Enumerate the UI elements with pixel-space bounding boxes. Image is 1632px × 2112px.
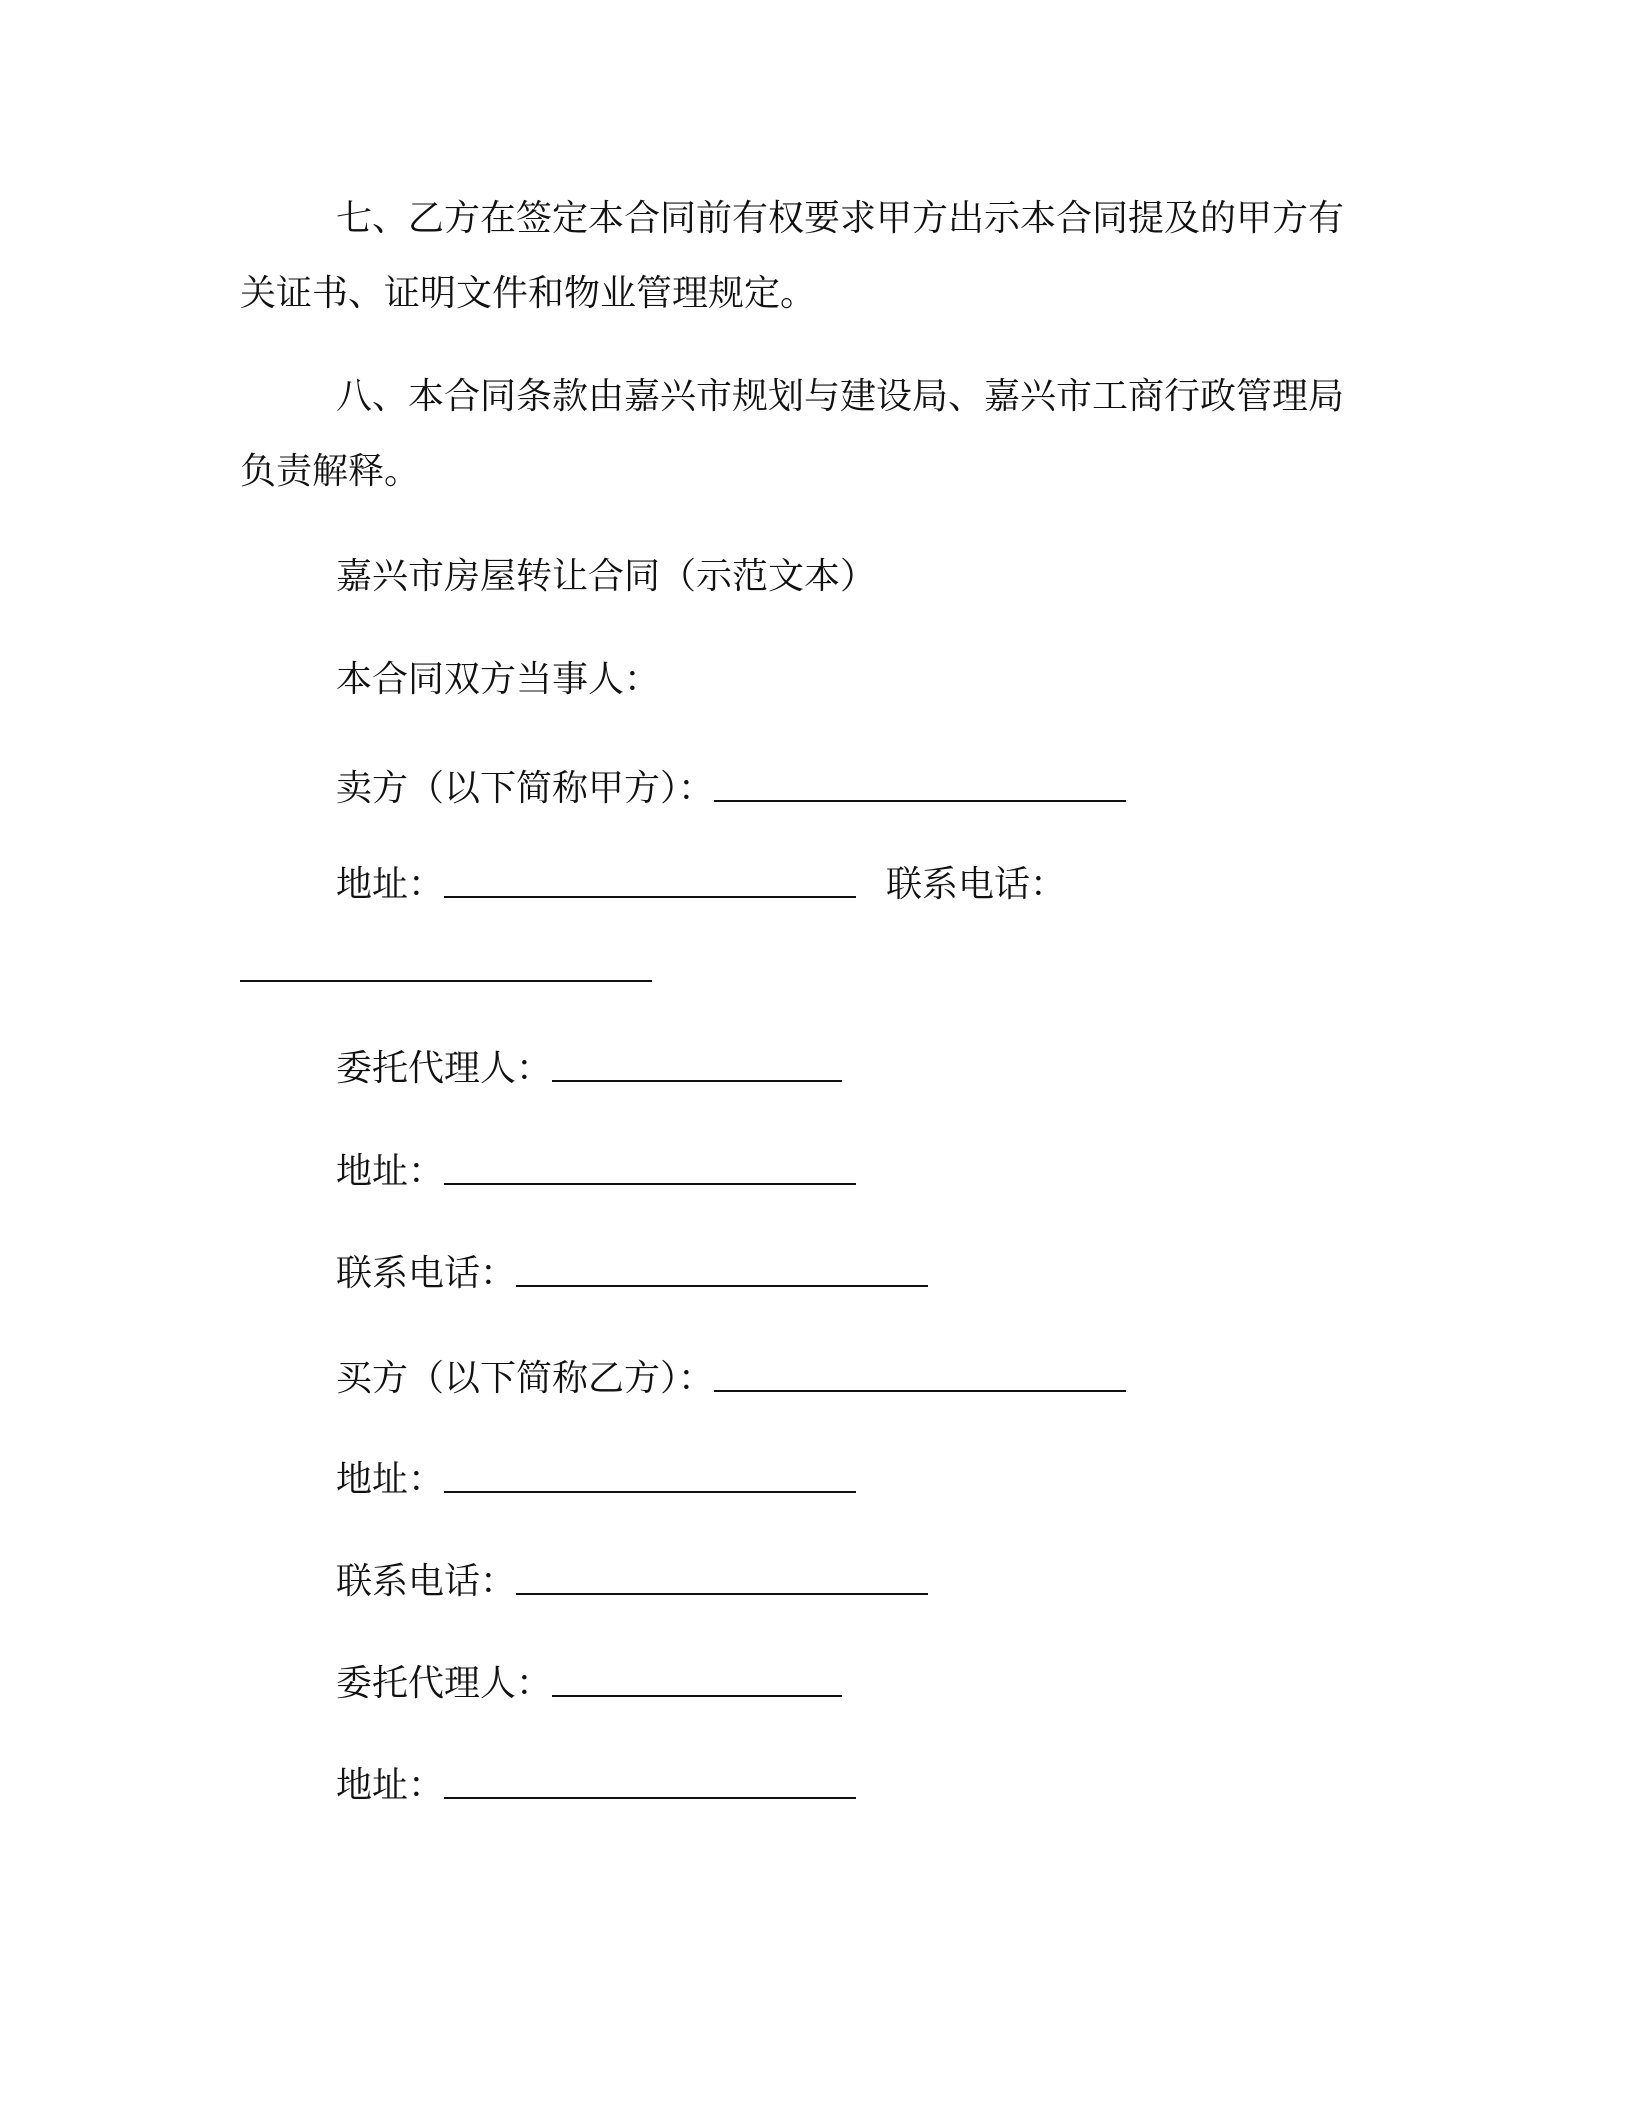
buyer-agent-field[interactable] [552, 1661, 842, 1697]
clause-8-line-2 [240, 448, 1390, 496]
seller-phone-row [240, 945, 1390, 993]
clause-7-text-2: 关证书、证明文件和物业管理规定。 [240, 273, 817, 314]
clause-8-text-2: 负责解释。 [240, 451, 421, 492]
buyer-address-label: 地址： [336, 1459, 445, 1500]
clause-7-text-1: 七、乙方在签定本合同前有权要求甲方出示本合同提及的甲方有 [336, 198, 1345, 239]
buyer-name-field[interactable] [714, 1356, 1126, 1392]
buyer-phone-label: 联系电话： [336, 1561, 517, 1602]
seller-label: 卖方（以下简称甲方）： [336, 768, 715, 809]
seller-phone-field[interactable] [240, 946, 652, 982]
clause-7-line-1 [240, 195, 1390, 243]
seller-address-field[interactable] [444, 862, 856, 898]
seller-name-field[interactable] [714, 766, 1126, 802]
clause-7-line-2 [240, 270, 1390, 318]
seller-agent-address-label: 地址： [336, 1151, 445, 1192]
seller-agent-address-field[interactable] [444, 1149, 856, 1185]
seller-agent-row [240, 1045, 1390, 1093]
buyer-label: 买方（以下简称乙方）： [336, 1358, 715, 1399]
buyer-row [240, 1355, 1390, 1403]
clause-8-text-1: 八、本合同条款由嘉兴市规划与建设局、嘉兴市工商行政管理局 [336, 376, 1345, 417]
seller-agent-field[interactable] [552, 1046, 842, 1082]
buyer-address-row [240, 1456, 1390, 1504]
buyer-phone-row [240, 1558, 1390, 1606]
seller-agent-phone-row [240, 1250, 1390, 1298]
seller-agent-address-row [240, 1148, 1390, 1196]
seller-agent-phone-field[interactable] [516, 1251, 928, 1287]
contract-title [240, 553, 1390, 601]
parties-intro [240, 656, 1390, 704]
seller-phone-label: 联系电话： [886, 864, 1067, 905]
seller-address-row [240, 861, 1390, 909]
buyer-address-field[interactable] [444, 1457, 856, 1493]
clause-8-line-1 [240, 373, 1390, 421]
seller-row [240, 765, 1390, 813]
contract-title-text: 嘉兴市房屋转让合同（示范文本） [336, 556, 877, 597]
buyer-agent-address-label: 地址： [336, 1765, 445, 1806]
buyer-agent-label: 委托代理人： [336, 1663, 553, 1704]
parties-intro-text: 本合同双方当事人： [336, 659, 661, 700]
buyer-agent-address-field[interactable] [444, 1763, 856, 1799]
seller-agent-phone-label: 联系电话： [336, 1253, 517, 1294]
buyer-agent-address-row [240, 1762, 1390, 1810]
buyer-phone-field[interactable] [516, 1559, 928, 1595]
buyer-agent-row [240, 1660, 1390, 1708]
seller-agent-label: 委托代理人： [336, 1048, 553, 1089]
seller-address-label: 地址： [336, 864, 445, 905]
